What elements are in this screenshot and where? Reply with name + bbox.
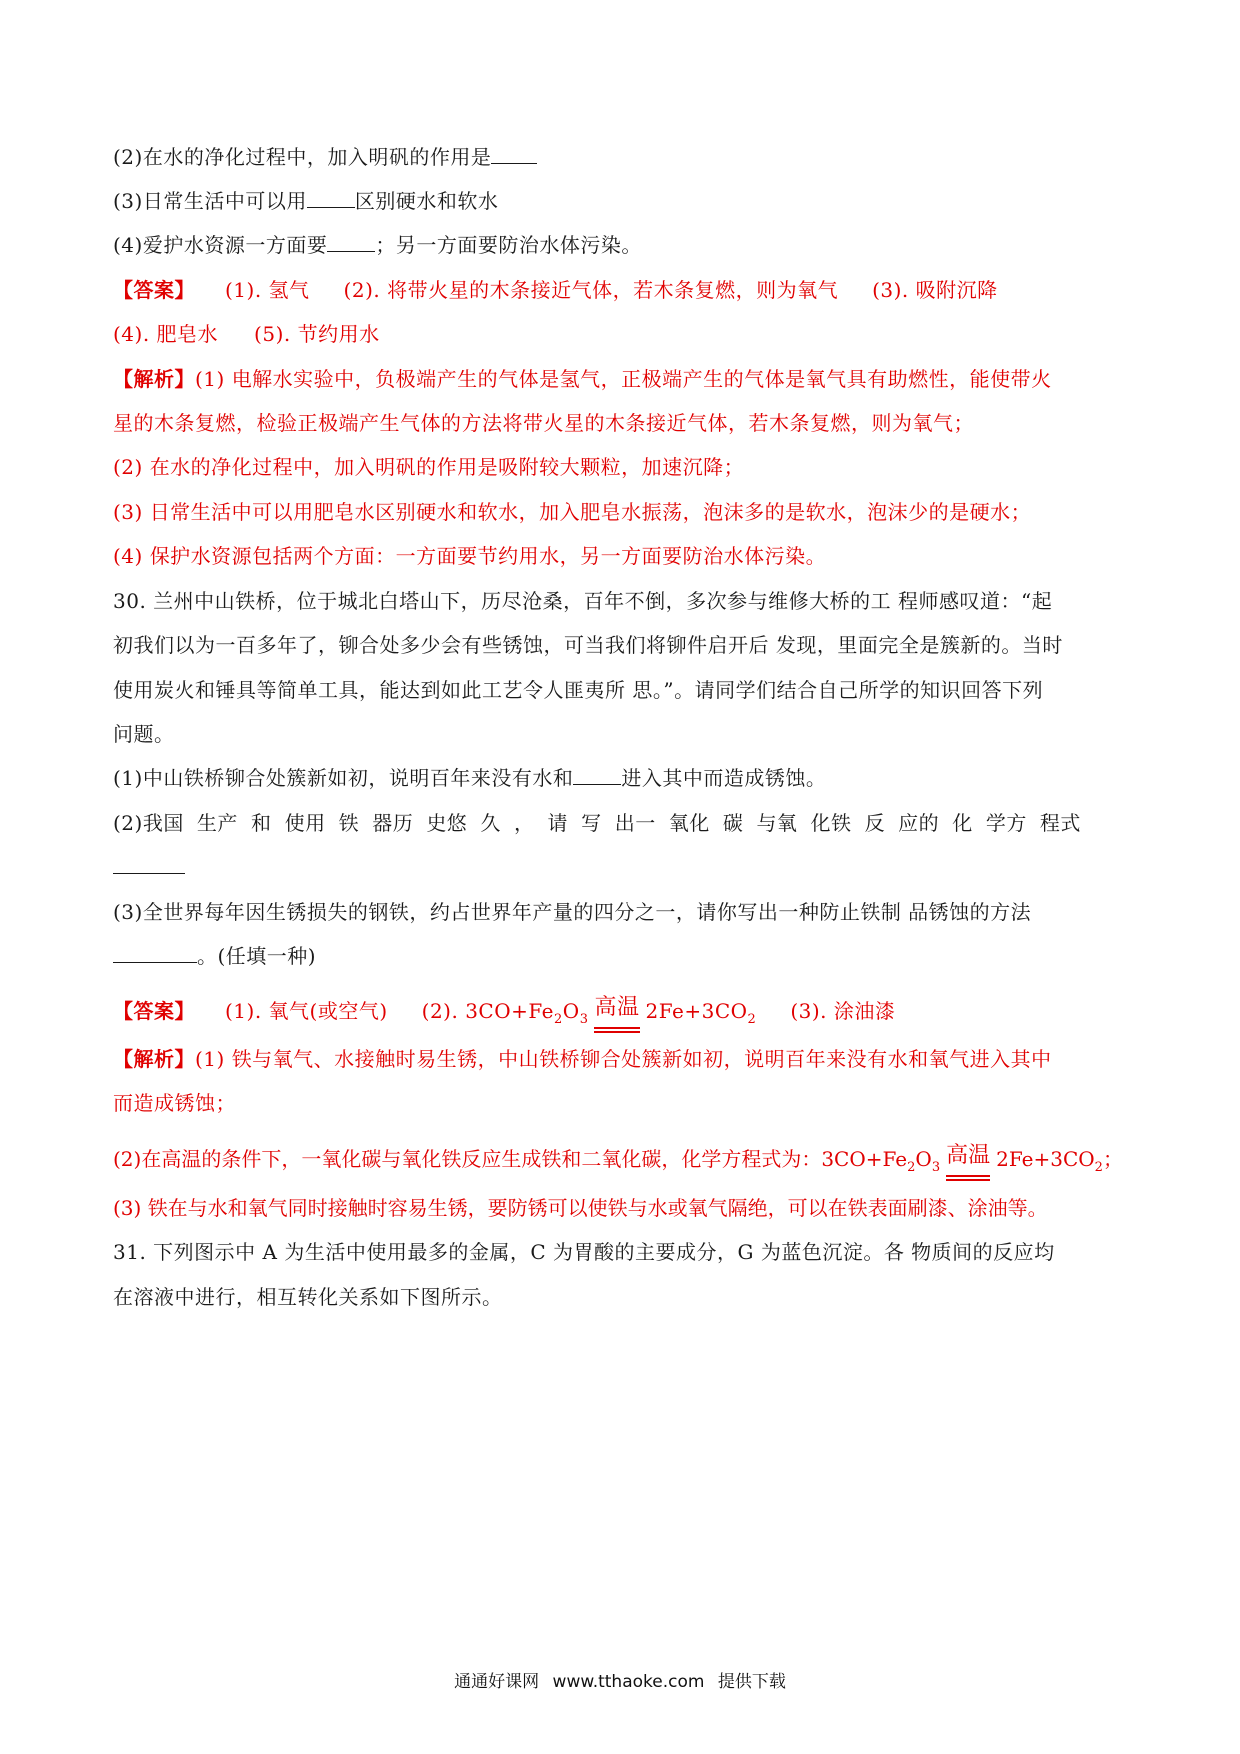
answer-blank [491, 141, 537, 164]
q29-answer-3: (3). 吸附沉降 [872, 278, 998, 302]
q30-stem-line-1 [113, 585, 1133, 617]
q30-part1-text-end: 进入其中而造成锈蚀。 [621, 766, 827, 790]
answer-label: 【答案】 [113, 278, 195, 302]
q30-part2-word: ， [513, 811, 535, 835]
q30-part2-word: 化铁 [810, 811, 852, 835]
q30-part3-cont [113, 940, 1133, 972]
q30-part2-word: 生产 [196, 811, 238, 835]
equation-text: 2Fe+3CO [645, 999, 748, 1023]
q30-stem-line-3 [113, 674, 1133, 706]
q30-stem-text: 问题。 [113, 722, 175, 746]
q29-part4-text: (4)爱护水资源一方面要 [113, 233, 328, 257]
q30-part2-word: (2)我国 [113, 811, 184, 835]
q30-analysis-1-cont [113, 1087, 1133, 1119]
q29-part3-text-end: 区别硬水和软水 [354, 189, 499, 213]
equation-subscript: 3 [579, 1012, 589, 1027]
q30-part2-word: 铁 [338, 811, 360, 835]
q31-stem-line-1 [113, 1236, 1133, 1268]
q30-part2-word: 反 [864, 811, 886, 835]
q29-analysis-1 [113, 363, 1133, 395]
q29-part4 [113, 229, 1133, 261]
q30-answer-2-equation [421, 995, 757, 1027]
q29-part2 [113, 141, 1133, 173]
equation-text: ； [1102, 1147, 1123, 1171]
q31-stem-text: 31. 下列图示中 A 为生活中使用最多的金属，C 为胃酸的主要成分，G 为蓝色沉淀。各 物质间的反应均 [113, 1240, 1055, 1264]
analysis-label: 【解析】 [113, 1047, 195, 1071]
q30-part1 [113, 762, 1133, 794]
equation-subscript: 2 [907, 1160, 916, 1175]
q30-part2-word: 和 [251, 811, 272, 835]
q29-analysis-1-text-cont: 星的木条复燃，检验正极端产生气体的方法将带火星的木条接近气体，若木条复燃，则为氧气； [113, 411, 974, 435]
q29-answer-5: (5). 节约用水 [254, 322, 380, 346]
equation-text: O [562, 999, 580, 1023]
q30-part2-word: 学方 [985, 811, 1027, 835]
q30-part2-word: 写 [581, 811, 602, 835]
q30-part2-word: 请 [547, 811, 569, 835]
q30-answer-1: (1). 氧气(或空气) [225, 999, 388, 1023]
equation-text: (2)在高温的条件下，一氧化碳与氧化铁反应生成铁和二氧化碳，化学方程式为：3CO+Fe [113, 1147, 908, 1171]
q30-stem-line-4 [113, 718, 1133, 750]
q30-part2-word: 碳 [722, 811, 744, 835]
q30-analysis-3 [113, 1192, 1133, 1224]
q30-analysis-1-text: (1) 铁与氧气、水接触时易生锈，中山铁桥铆合处簇新如初，说明百年来没有水和氧气进入其中 [195, 1047, 1052, 1071]
q29-answer-4: (4). 肥皂水 [113, 322, 219, 346]
q29-answer [113, 274, 1133, 306]
q30-answer [113, 992, 1133, 1027]
q30-part2-word: 化 [952, 811, 973, 835]
analysis-label: 【解析】 [113, 367, 195, 391]
q30-part3-text: (3)全世界每年因生锈损失的钢铁，约占世界年产量的四分之一，请你写出一种防止铁制 品锈蚀的方法 [113, 900, 1032, 924]
reaction-condition: 高温 [946, 1140, 990, 1172]
q30-part2-word: 应的 [898, 811, 940, 835]
q29-part3-text: (3)日常生活中可以用 [113, 189, 307, 213]
equation-subscript: 2 [1094, 1160, 1103, 1175]
q30-stem-text: 初我们以为一百多年了，铆合处多少会有些锈蚀，可当我们将铆件启开后 发现，里面完全是簇新的。当时 [113, 633, 1063, 657]
answer-blank [307, 185, 355, 208]
footer-download-text: 提供下载 [717, 1672, 786, 1692]
q29-analysis-4-text: (4) 保护水资源包括两个方面：一方面要节约用水，另一方面要防治水体污染。 [113, 544, 827, 568]
q29-answer-cont [113, 318, 1133, 350]
q31-stem-text: 在溶液中进行，相互转化关系如下图所示。 [113, 1285, 503, 1309]
equation-text: 2Fe+3CO [996, 1147, 1095, 1171]
q30-part2-word: 氧化 [668, 811, 710, 835]
q29-analysis-2-text: (2) 在水的净化过程中，加入明矾的作用是吸附较大颗粒，加速沉降； [113, 455, 745, 479]
page-footer [0, 1667, 1240, 1692]
q30-stem-text: 使用炭火和锤具等简单工具，能达到如此工艺令人匪夷所 思。”。请同学们结合自己所学的知识回答下列 [113, 678, 1044, 702]
answer-blank [113, 940, 197, 963]
q29-analysis-2 [113, 451, 1133, 483]
q30-stem-text: 30. 兰州中山铁桥，位于城北白塔山下，历尽沧桑，百年不倒，多次参与维修大桥的工 程师感叹道：“起 [113, 589, 1053, 613]
equation-subscript: 2 [554, 1012, 563, 1027]
q29-analysis-1-cont [113, 407, 1133, 439]
q29-analysis-3 [113, 496, 1133, 528]
q30-part2-word: 史悠 [426, 811, 468, 835]
answer-blank [113, 851, 185, 874]
q30-part1-text: (1)中山铁桥铆合处簇新如初，说明百年来没有水和 [113, 766, 574, 790]
q30-analysis-1-text-cont: 而造成锈蚀； [113, 1091, 236, 1115]
q30-part2-word: 与氧 [756, 811, 798, 835]
q29-analysis-1-text: (1) 电解水实验中，负极端产生的气体是氢气，正极端产生的气体是氧气具有助燃性，能使带火 [195, 367, 1052, 391]
q30-part2-blank-line [113, 851, 1133, 883]
footer-url[interactable]: www.tthaoke.com [552, 1672, 705, 1692]
answer-label: 【答案】 [113, 999, 195, 1023]
q30-stem-line-2 [113, 629, 1133, 661]
equation-subscript: 2 [747, 1012, 757, 1027]
equation-subscript: 3 [931, 1160, 941, 1175]
q30-analysis-2 [113, 1140, 1133, 1175]
q29-part3 [113, 185, 1133, 217]
q30-part2-word: 使用 [284, 811, 326, 835]
q31-stem-line-2 [113, 1281, 1133, 1313]
q30-part2-word: 程式 [1039, 811, 1081, 835]
q30-part2 [113, 807, 1081, 839]
q30-part2-word: 久 [480, 811, 501, 835]
reaction-condition: 高温 [594, 992, 639, 1024]
q29-part2-text: (2)在水的净化过程中，加入明矾的作用是 [113, 145, 492, 169]
q30-part2-word: 出一 [614, 811, 656, 835]
q30-analysis-3-text: (3) 铁在与水和氧气同时接触时容易生锈，要防锈可以使铁与水或氧气隔绝，可以在铁表面刷漆、涂油等。 [113, 1196, 1048, 1220]
q29-part4-text-end: ；另一方面要防治水体污染。 [375, 233, 642, 257]
q30-answer-3: (3). 涂油漆 [790, 999, 896, 1023]
answer-blank [327, 229, 375, 252]
footer-site-name: 通通好课网 [454, 1672, 540, 1692]
q30-part2-word: 器历 [372, 811, 414, 835]
q30-analysis-1 [113, 1043, 1133, 1075]
equation-text: O [915, 1147, 932, 1171]
q30-part3 [113, 896, 1133, 928]
q29-answer-2: (2). 将带火星的木条接近气体，若木条复燃，则为氧气 [343, 278, 839, 302]
q30-part3-text-end: 。(任填一种) [197, 944, 317, 968]
equation-text: (2). 3CO+Fe [421, 999, 555, 1023]
q29-analysis-4 [113, 540, 1133, 572]
q29-answer-1: (1). 氢气 [225, 278, 310, 302]
answer-blank [573, 762, 621, 785]
q29-analysis-3-text: (3) 日常生活中可以用肥皂水区别硬水和软水，加入肥皂水振荡，泡沫多的是软水，泡沫少的是硬水； [113, 500, 1032, 524]
